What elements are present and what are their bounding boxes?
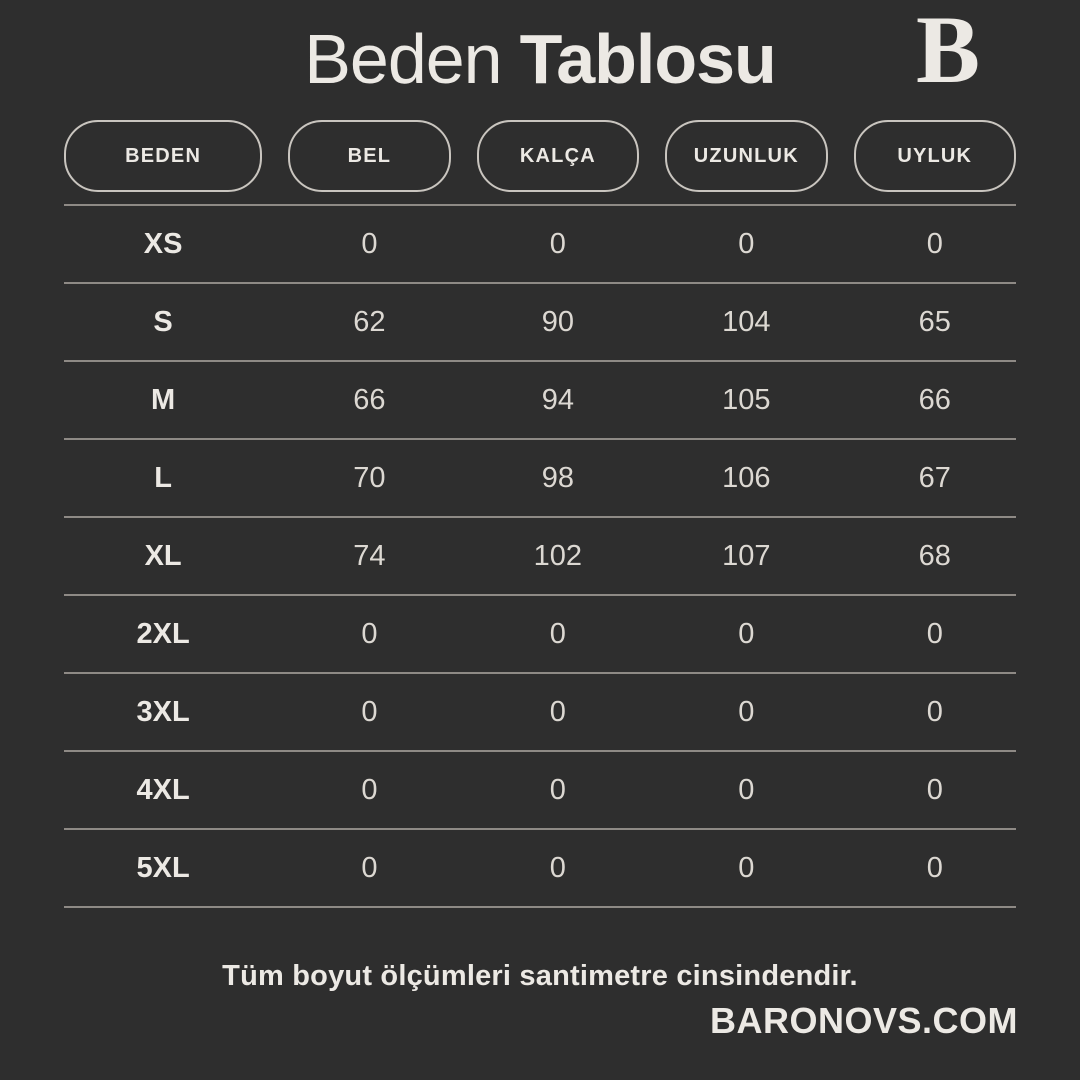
- cell-uzunluk: 0: [738, 773, 755, 806]
- website-mark: BARONOVS.COM: [709, 1000, 1018, 1041]
- cell-size: M: [151, 383, 176, 416]
- brand-logo-icon: B: [915, 0, 980, 103]
- measurement-note: Tüm boyut ölçümleri santimetre cinsindendir.: [222, 960, 858, 992]
- column-header-beden: BEDEN: [64, 120, 262, 192]
- cell-uyluk: 0: [926, 617, 943, 650]
- cell-kalca: 0: [549, 617, 566, 650]
- cell-kalca: 94: [541, 383, 574, 416]
- cell-kalca: 0: [549, 227, 566, 260]
- cell-size: 2XL: [136, 617, 190, 650]
- cell-uyluk: 0: [926, 695, 943, 728]
- cell-bel: 0: [361, 227, 378, 260]
- page-title-light: Beden: [304, 20, 502, 98]
- cell-uzunluk: 105: [722, 383, 771, 416]
- cell-uyluk: 65: [918, 305, 951, 338]
- cell-size: XS: [143, 227, 183, 260]
- cell-uyluk: 67: [918, 461, 951, 494]
- cell-uyluk: 68: [918, 539, 951, 572]
- page-title-bold: Tablosu: [519, 20, 776, 98]
- cell-uyluk: 66: [918, 383, 951, 416]
- cell-uzunluk: 106: [722, 461, 771, 494]
- cell-size: L: [154, 461, 172, 494]
- cell-size: 5XL: [136, 851, 190, 884]
- table-row: [64, 672, 1016, 750]
- cell-kalca: 0: [549, 695, 566, 728]
- table-column-headers: [64, 120, 1016, 192]
- cell-bel: 74: [353, 539, 386, 572]
- cell-bel: 0: [361, 773, 378, 806]
- cell-uzunluk: 107: [722, 539, 771, 572]
- table-row: [64, 204, 1016, 282]
- column-header-bel: BEL: [288, 120, 450, 192]
- cell-bel: 66: [353, 383, 386, 416]
- cell-size: 4XL: [136, 773, 190, 806]
- cell-uzunluk: 0: [738, 227, 755, 260]
- column-header-uyluk: UYLUK: [854, 120, 1016, 192]
- cell-size: S: [153, 305, 173, 338]
- cell-uzunluk: 0: [738, 695, 755, 728]
- column-header-kalca: KALÇA: [477, 120, 639, 192]
- cell-bel: 70: [353, 461, 386, 494]
- column-header-uzunluk: UZUNLUK: [665, 120, 827, 192]
- cell-bel: 0: [361, 617, 378, 650]
- cell-uyluk: 0: [926, 851, 943, 884]
- cell-bel: 0: [361, 851, 378, 884]
- table-row: [64, 594, 1016, 672]
- table-row: [64, 282, 1016, 360]
- page-title: [304, 19, 776, 99]
- cell-uyluk: 0: [926, 227, 943, 260]
- table-row: [64, 360, 1016, 438]
- size-table: [64, 204, 1016, 908]
- cell-kalca: 98: [541, 461, 574, 494]
- table-row: [64, 438, 1016, 516]
- table-row: [64, 828, 1016, 908]
- page-header: [64, 0, 1016, 118]
- cell-kalca: 102: [533, 539, 583, 572]
- cell-kalca: 90: [541, 305, 574, 338]
- table-row: [64, 750, 1016, 828]
- cell-uyluk: 0: [926, 773, 943, 806]
- cell-uzunluk: 0: [738, 617, 755, 650]
- cell-size: 3XL: [136, 695, 190, 728]
- cell-bel: 0: [361, 695, 378, 728]
- cell-bel: 62: [353, 305, 386, 338]
- cell-size: XL: [144, 539, 182, 572]
- cell-uzunluk: 0: [738, 851, 755, 884]
- cell-kalca: 0: [549, 773, 566, 806]
- cell-uzunluk: 104: [722, 305, 771, 338]
- table-row: [64, 516, 1016, 594]
- cell-kalca: 0: [549, 851, 566, 884]
